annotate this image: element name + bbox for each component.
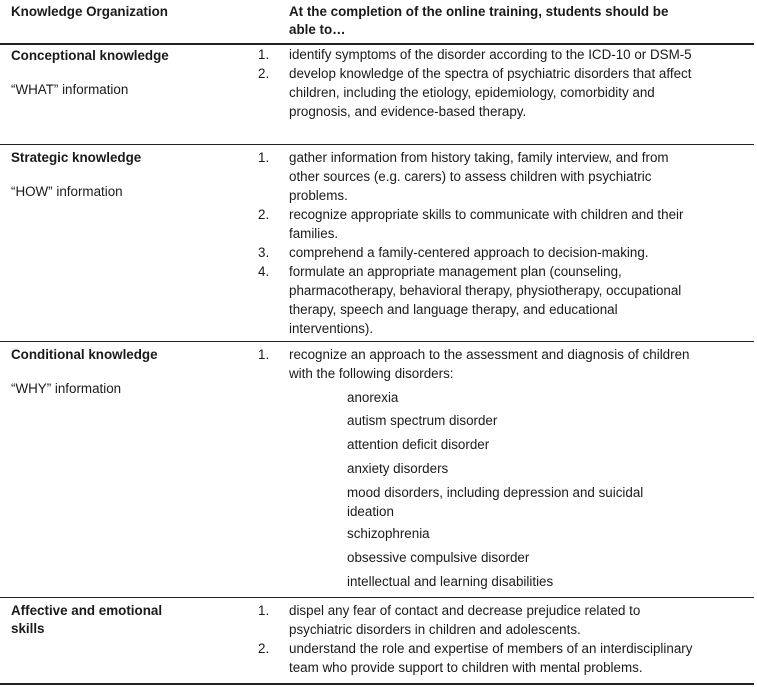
item-number: 1. [258,603,270,618]
item-line: recognize appropriate skills to communicate with children and their [289,207,684,222]
item-number: 1. [258,347,270,362]
row-divider [0,144,754,145]
item-line: problems. [289,188,348,203]
row-affective-title-line-1: Affective and emotional [11,603,163,618]
row-strategic-subtitle: “HOW” information [11,184,123,199]
disorder-item: intellectual and learning disabilities [347,574,554,589]
item-line: prognosis, and evidence-based therapy. [289,104,527,119]
row-conceptional-title: Conceptional knowledge [11,48,169,63]
item-number: 3. [258,245,270,260]
row-divider [0,597,754,598]
item-line: psychiatric disorders in children and adolescents. [289,622,581,637]
item-number: 2. [258,66,270,81]
disorder-item: attention deficit disorder [347,437,490,452]
header-objectives-line-2: able to… [289,22,346,37]
disorder-item: schizophrenia [347,526,430,541]
row-divider [0,341,754,342]
disorder-line: mood disorders, including depression and suicidal [347,485,644,500]
item-text [289,262,754,338]
row-affective-title-line-2: skills [11,621,45,636]
item-line: formulate an appropriate management plan (counseling, [289,264,622,279]
item-line: other sources (e.g. carers) to assess children with psychiatric [289,169,652,184]
item-line: comprehend a family-centered approach to decision-making. [289,245,649,260]
item-text [289,243,754,262]
row-conditional-title: Conditional knowledge [11,347,158,362]
header-objectives-line-1: At the completion of the online training, students should be [289,4,669,19]
item-number: 2. [258,207,270,222]
disorder-item: autism spectrum disorder [347,413,498,428]
item-line: interventions). [289,321,374,336]
item-line: identify symptoms of the disorder according to the ICD-10 or DSM-5 [289,47,692,62]
item-number: 1. [258,47,270,62]
header-knowledge-organization: Knowledge Organization [11,4,168,19]
item-text [289,601,754,639]
disorder-item: anxiety disorders [347,461,449,476]
item-text [289,45,754,64]
item-line: families. [289,226,339,241]
item-line: therapy, speech and language therapy, and educational [289,302,618,317]
item-line: develop knowledge of the spectra of psychiatric disorders that affect [289,66,692,81]
item-text [289,639,754,677]
item-line: pharmacotherapy, behavioral therapy, physiotherapy, occupational [289,283,682,298]
item-line: gather information from history taking, family interview, and from [289,150,669,165]
item-line: recognize an approach to the assessment and diagnosis of children [289,347,690,362]
row-conceptional-subtitle: “WHAT” information [11,82,129,97]
item-line: understand the role and expertise of members of an interdisciplinary [289,641,693,656]
item-line: with the following disorders: [289,366,454,381]
row-strategic-title: Strategic knowledge [11,150,142,165]
disorder-line: ideation [347,504,394,519]
item-line: dispel any fear of contact and decrease prejudice related to [289,603,641,618]
item-line: children, including the etiology, epidemiology, comorbidity and [289,85,655,100]
item-text [289,148,754,205]
row-conditional-subtitle: “WHY” information [11,381,122,396]
table-bottom-border [0,683,754,685]
disorder-item [347,483,747,521]
disorder-item: anorexia [347,390,399,405]
item-number: 4. [258,264,270,279]
item-number: 1. [258,150,270,165]
item-number: 2. [258,641,270,656]
item-text [289,205,754,243]
item-text [289,64,754,121]
item-line: team who provide support to children with mental problems. [289,660,643,675]
disorder-item: obsessive compulsive disorder [347,550,530,565]
item-text [289,345,754,383]
